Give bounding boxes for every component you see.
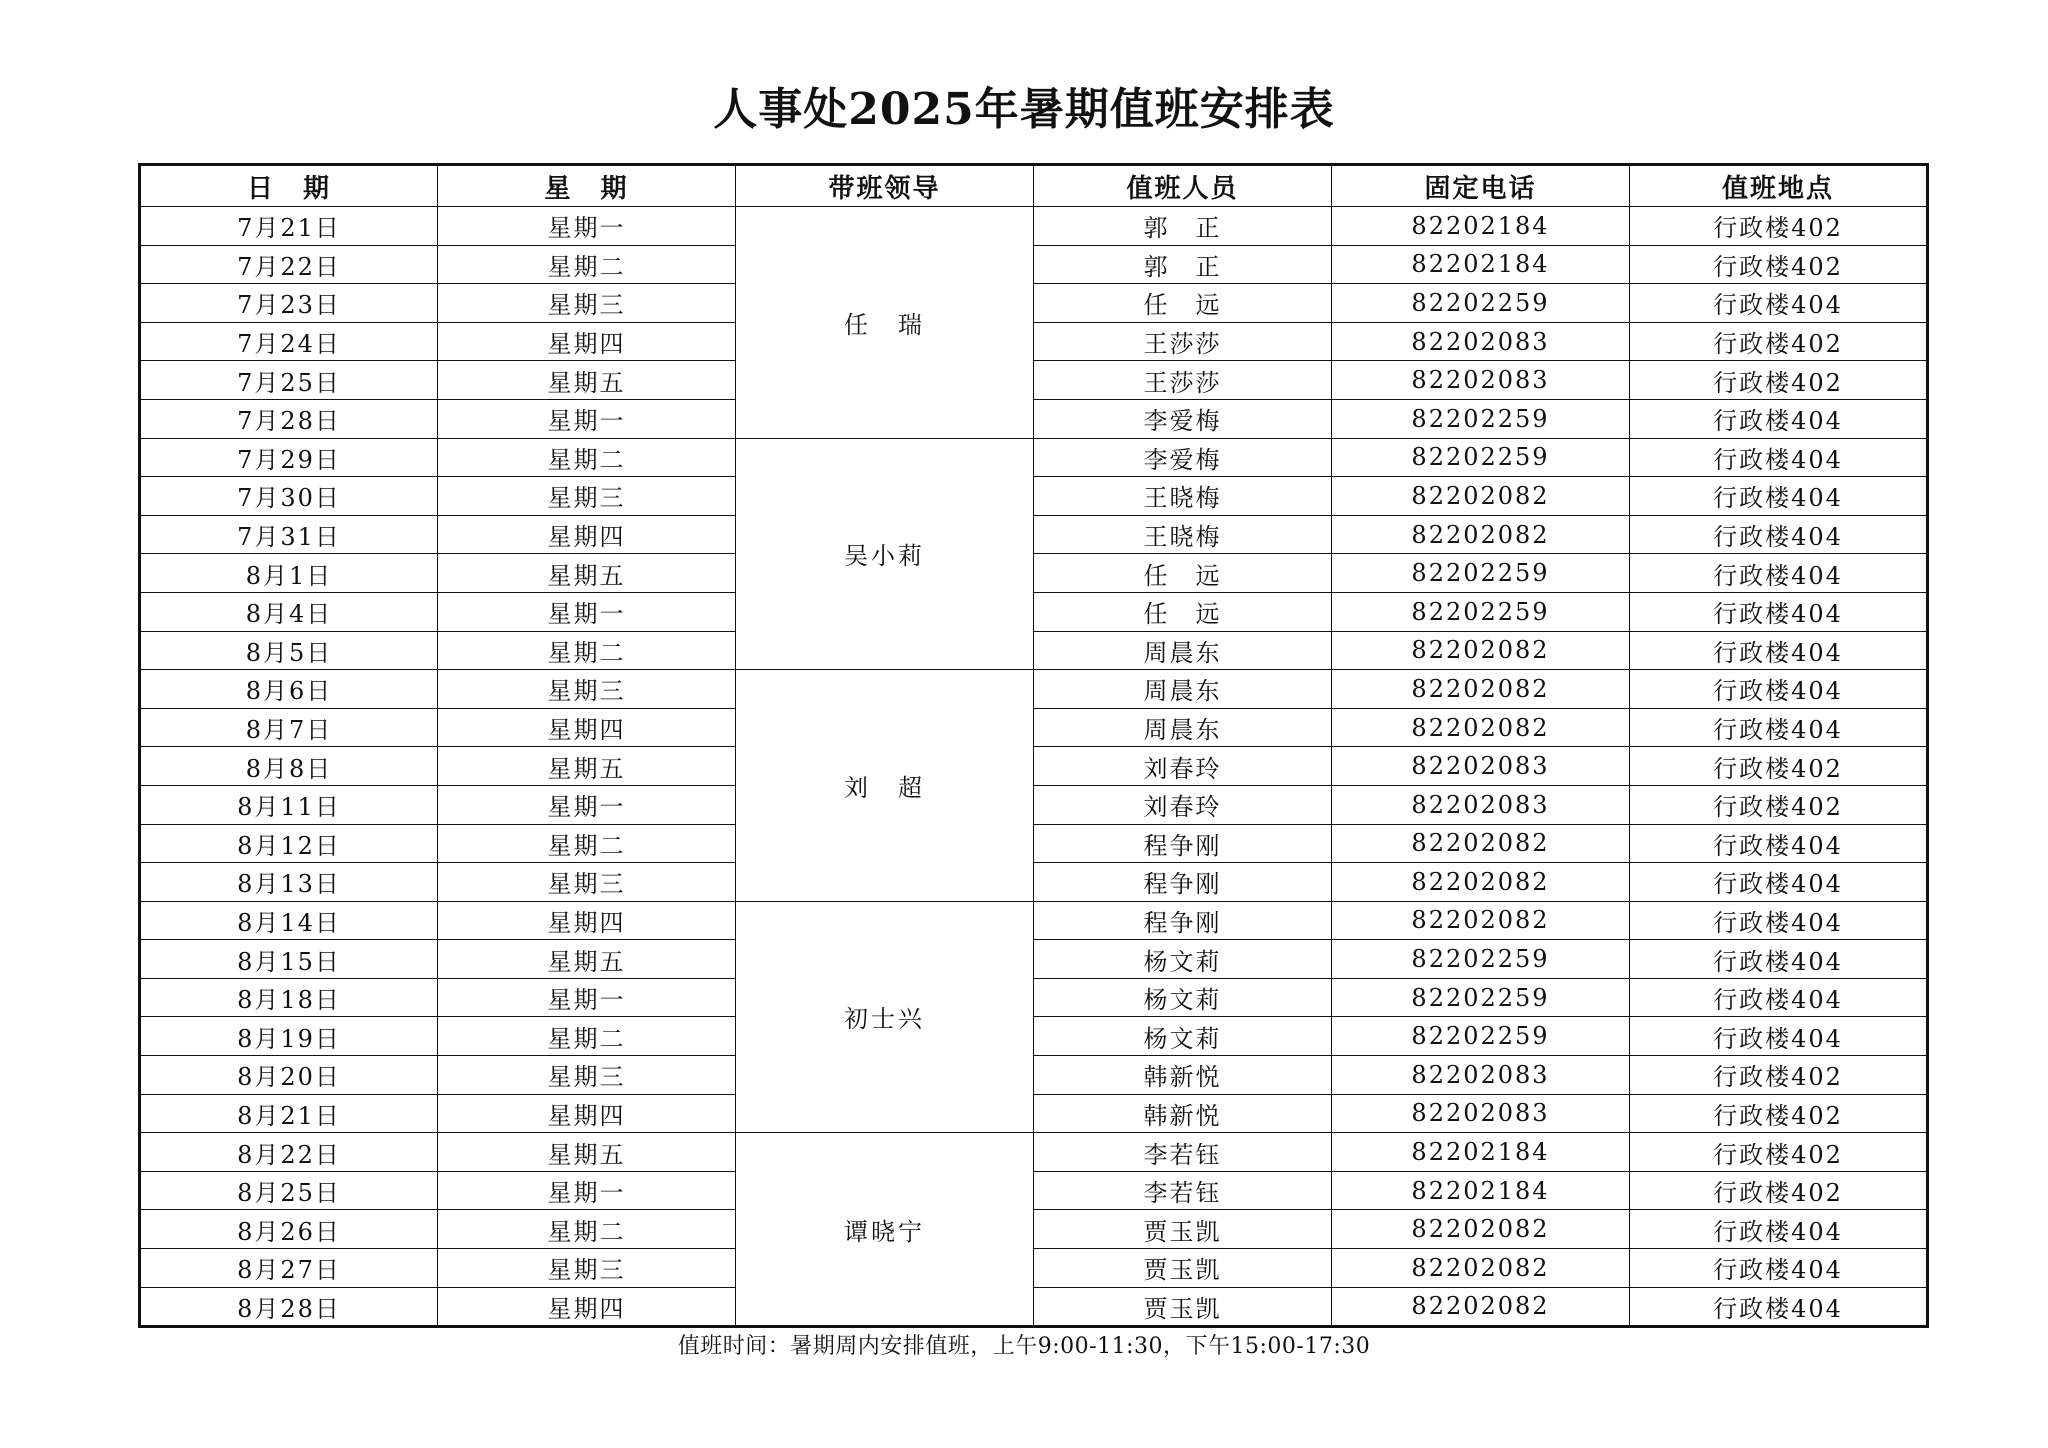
staff-cell: 王莎莎 <box>1034 361 1332 400</box>
phone-cell: 82202083 <box>1332 322 1630 361</box>
staff-cell: 程争刚 <box>1034 901 1332 940</box>
leader-cell: 初士兴 <box>736 901 1034 1133</box>
table-row <box>140 1094 1928 1133</box>
staff-cell: 任 远 <box>1034 554 1332 593</box>
date-cell: 8月12日 <box>140 824 438 863</box>
weekday-cell: 星期二 <box>438 1210 736 1249</box>
location-cell: 行政楼402 <box>1630 1094 1928 1133</box>
date-cell: 8月26日 <box>140 1210 438 1249</box>
staff-cell: 李爱梅 <box>1034 399 1332 438</box>
location-cell: 行政楼404 <box>1630 670 1928 709</box>
location-cell: 行政楼404 <box>1630 824 1928 863</box>
staff-cell: 程争刚 <box>1034 824 1332 863</box>
table-row <box>140 901 1928 940</box>
table-row <box>140 245 1928 284</box>
location-cell: 行政楼404 <box>1630 978 1928 1017</box>
leader-cell: 吴小莉 <box>736 438 1034 670</box>
table-row <box>140 940 1928 979</box>
location-cell: 行政楼402 <box>1630 1133 1928 1172</box>
table-row <box>140 824 1928 863</box>
weekday-cell: 星期四 <box>438 708 736 747</box>
staff-cell: 王晓梅 <box>1034 515 1332 554</box>
table-row <box>140 863 1928 902</box>
location-cell: 行政楼404 <box>1630 1249 1928 1288</box>
date-cell: 8月4日 <box>140 592 438 631</box>
phone-cell: 82202082 <box>1332 708 1630 747</box>
duty-schedule-table <box>138 163 1929 1328</box>
phone-cell: 82202082 <box>1332 1210 1630 1249</box>
phone-cell: 82202083 <box>1332 361 1630 400</box>
staff-cell: 郭 正 <box>1034 245 1332 284</box>
phone-cell: 82202082 <box>1332 863 1630 902</box>
weekday-cell: 星期三 <box>438 477 736 516</box>
date-cell: 8月5日 <box>140 631 438 670</box>
weekday-cell: 星期一 <box>438 207 736 246</box>
weekday-cell: 星期二 <box>438 631 736 670</box>
weekday-cell: 星期二 <box>438 438 736 477</box>
weekday-cell: 星期三 <box>438 284 736 323</box>
location-cell: 行政楼404 <box>1630 554 1928 593</box>
phone-cell: 82202184 <box>1332 1171 1630 1210</box>
location-cell: 行政楼404 <box>1630 284 1928 323</box>
table-row <box>140 554 1928 593</box>
staff-cell: 任 远 <box>1034 284 1332 323</box>
weekday-cell: 星期三 <box>438 863 736 902</box>
weekday-cell: 星期五 <box>438 940 736 979</box>
phone-cell: 82202082 <box>1332 824 1630 863</box>
table-row <box>140 515 1928 554</box>
location-cell: 行政楼404 <box>1630 1017 1928 1056</box>
phone-cell: 82202082 <box>1332 901 1630 940</box>
phone-cell: 82202259 <box>1332 940 1630 979</box>
staff-cell: 杨文莉 <box>1034 1017 1332 1056</box>
date-cell: 7月24日 <box>140 322 438 361</box>
phone-cell: 82202082 <box>1332 670 1630 709</box>
date-cell: 8月7日 <box>140 708 438 747</box>
table-row <box>140 747 1928 786</box>
date-cell: 7月21日 <box>140 207 438 246</box>
phone-cell: 82202259 <box>1332 978 1630 1017</box>
date-cell: 7月28日 <box>140 399 438 438</box>
weekday-cell: 星期三 <box>438 670 736 709</box>
table-row <box>140 592 1928 631</box>
table-row <box>140 1171 1928 1210</box>
header-staff: 值班人员 <box>1034 165 1332 207</box>
table-row <box>140 361 1928 400</box>
location-cell: 行政楼404 <box>1630 940 1928 979</box>
location-cell: 行政楼404 <box>1630 1287 1928 1327</box>
table-row <box>140 322 1928 361</box>
weekday-cell: 星期一 <box>438 592 736 631</box>
weekday-cell: 星期四 <box>438 515 736 554</box>
phone-cell: 82202259 <box>1332 1017 1630 1056</box>
date-cell: 8月1日 <box>140 554 438 593</box>
date-cell: 7月29日 <box>140 438 438 477</box>
header-date: 日 期 <box>140 165 438 207</box>
table-row <box>140 708 1928 747</box>
phone-cell: 82202083 <box>1332 785 1630 824</box>
staff-cell: 刘春玲 <box>1034 785 1332 824</box>
header-phone: 固定电话 <box>1332 165 1630 207</box>
table-row <box>140 1056 1928 1095</box>
staff-cell: 贾玉凯 <box>1034 1249 1332 1288</box>
phone-cell: 82202083 <box>1332 1094 1630 1133</box>
date-cell: 8月21日 <box>140 1094 438 1133</box>
date-cell: 8月25日 <box>140 1171 438 1210</box>
date-cell: 8月8日 <box>140 747 438 786</box>
table-row <box>140 631 1928 670</box>
weekday-cell: 星期四 <box>438 901 736 940</box>
staff-cell: 李若钰 <box>1034 1133 1332 1172</box>
location-cell: 行政楼404 <box>1630 515 1928 554</box>
phone-cell: 82202259 <box>1332 592 1630 631</box>
table-row <box>140 284 1928 323</box>
table-row <box>140 438 1928 477</box>
table-header <box>140 165 1928 207</box>
date-cell: 8月28日 <box>140 1287 438 1327</box>
staff-cell: 任 远 <box>1034 592 1332 631</box>
date-cell: 8月14日 <box>140 901 438 940</box>
phone-cell: 82202259 <box>1332 554 1630 593</box>
staff-cell: 王莎莎 <box>1034 322 1332 361</box>
phone-cell: 82202083 <box>1332 747 1630 786</box>
page-title: 人事处2025年暑期值班安排表 <box>713 84 1335 135</box>
weekday-cell: 星期一 <box>438 399 736 438</box>
date-cell: 7月25日 <box>140 361 438 400</box>
weekday-cell: 星期四 <box>438 1287 736 1327</box>
staff-cell: 王晓梅 <box>1034 477 1332 516</box>
table-row <box>140 1287 1928 1327</box>
date-cell: 7月22日 <box>140 245 438 284</box>
location-cell: 行政楼402 <box>1630 245 1928 284</box>
date-cell: 8月15日 <box>140 940 438 979</box>
staff-cell: 周晨东 <box>1034 670 1332 709</box>
date-cell: 7月31日 <box>140 515 438 554</box>
leader-cell: 刘 超 <box>736 670 1034 902</box>
table-row <box>140 207 1928 246</box>
table-row <box>140 477 1928 516</box>
location-cell: 行政楼402 <box>1630 1056 1928 1095</box>
phone-cell: 82202082 <box>1332 631 1630 670</box>
weekday-cell: 星期三 <box>438 1056 736 1095</box>
location-cell: 行政楼404 <box>1630 592 1928 631</box>
staff-cell: 贾玉凯 <box>1034 1287 1332 1327</box>
date-cell: 7月30日 <box>140 477 438 516</box>
table-row <box>140 978 1928 1017</box>
table-row <box>140 785 1928 824</box>
weekday-cell: 星期二 <box>438 245 736 284</box>
staff-cell: 韩新悦 <box>1034 1094 1332 1133</box>
staff-cell: 韩新悦 <box>1034 1056 1332 1095</box>
header-location: 值班地点 <box>1630 165 1928 207</box>
header-leader: 带班领导 <box>736 165 1034 207</box>
weekday-cell: 星期五 <box>438 1133 736 1172</box>
date-cell: 8月6日 <box>140 670 438 709</box>
table-row <box>140 399 1928 438</box>
staff-cell: 周晨东 <box>1034 631 1332 670</box>
location-cell: 行政楼402 <box>1630 322 1928 361</box>
location-cell: 行政楼404 <box>1630 901 1928 940</box>
phone-cell: 82202083 <box>1332 1056 1630 1095</box>
weekday-cell: 星期一 <box>438 1171 736 1210</box>
location-cell: 行政楼404 <box>1630 438 1928 477</box>
location-cell: 行政楼404 <box>1630 477 1928 516</box>
table-row <box>140 1017 1928 1056</box>
phone-cell: 82202184 <box>1332 207 1630 246</box>
staff-cell: 程争刚 <box>1034 863 1332 902</box>
table-row <box>140 1210 1928 1249</box>
staff-cell: 刘春玲 <box>1034 747 1332 786</box>
phone-cell: 82202184 <box>1332 1133 1630 1172</box>
location-cell: 行政楼404 <box>1630 708 1928 747</box>
location-cell: 行政楼404 <box>1630 863 1928 902</box>
table-row <box>140 670 1928 709</box>
weekday-cell: 星期五 <box>438 361 736 400</box>
staff-cell: 杨文莉 <box>1034 940 1332 979</box>
date-cell: 8月27日 <box>140 1249 438 1288</box>
staff-cell: 杨文莉 <box>1034 978 1332 1017</box>
date-cell: 8月22日 <box>140 1133 438 1172</box>
date-cell: 8月18日 <box>140 978 438 1017</box>
table-row <box>140 1249 1928 1288</box>
weekday-cell: 星期四 <box>438 322 736 361</box>
staff-cell: 李若钰 <box>1034 1171 1332 1210</box>
table-row <box>140 1133 1928 1172</box>
location-cell: 行政楼402 <box>1630 1171 1928 1210</box>
header-weekday: 星 期 <box>438 165 736 207</box>
phone-cell: 82202259 <box>1332 399 1630 438</box>
location-cell: 行政楼404 <box>1630 631 1928 670</box>
duty-hours-note: 值班时间：暑期周内安排值班，上午9:00-11:30，下午15:00-17:30 <box>677 1334 1371 1359</box>
weekday-cell: 星期三 <box>438 1249 736 1288</box>
phone-cell: 82202082 <box>1332 1249 1630 1288</box>
weekday-cell: 星期五 <box>438 554 736 593</box>
date-cell: 7月23日 <box>140 284 438 323</box>
staff-cell: 郭 正 <box>1034 207 1332 246</box>
phone-cell: 82202082 <box>1332 515 1630 554</box>
date-cell: 8月19日 <box>140 1017 438 1056</box>
location-cell: 行政楼404 <box>1630 1210 1928 1249</box>
weekday-cell: 星期二 <box>438 1017 736 1056</box>
staff-cell: 贾玉凯 <box>1034 1210 1332 1249</box>
phone-cell: 82202082 <box>1332 1287 1630 1327</box>
weekday-cell: 星期一 <box>438 978 736 1017</box>
staff-cell: 李爱梅 <box>1034 438 1332 477</box>
location-cell: 行政楼404 <box>1630 399 1928 438</box>
leader-cell: 任 瑞 <box>736 207 1034 439</box>
location-cell: 行政楼402 <box>1630 207 1928 246</box>
table-body <box>140 207 1928 1327</box>
weekday-cell: 星期五 <box>438 747 736 786</box>
date-cell: 8月11日 <box>140 785 438 824</box>
staff-cell: 周晨东 <box>1034 708 1332 747</box>
location-cell: 行政楼402 <box>1630 785 1928 824</box>
phone-cell: 82202184 <box>1332 245 1630 284</box>
location-cell: 行政楼402 <box>1630 361 1928 400</box>
header-row <box>140 165 1928 207</box>
phone-cell: 82202259 <box>1332 438 1630 477</box>
phone-cell: 82202259 <box>1332 284 1630 323</box>
leader-cell: 谭晓宁 <box>736 1133 1034 1327</box>
weekday-cell: 星期四 <box>438 1094 736 1133</box>
location-cell: 行政楼402 <box>1630 747 1928 786</box>
phone-cell: 82202082 <box>1332 477 1630 516</box>
weekday-cell: 星期一 <box>438 785 736 824</box>
date-cell: 8月13日 <box>140 863 438 902</box>
weekday-cell: 星期二 <box>438 824 736 863</box>
date-cell: 8月20日 <box>140 1056 438 1095</box>
